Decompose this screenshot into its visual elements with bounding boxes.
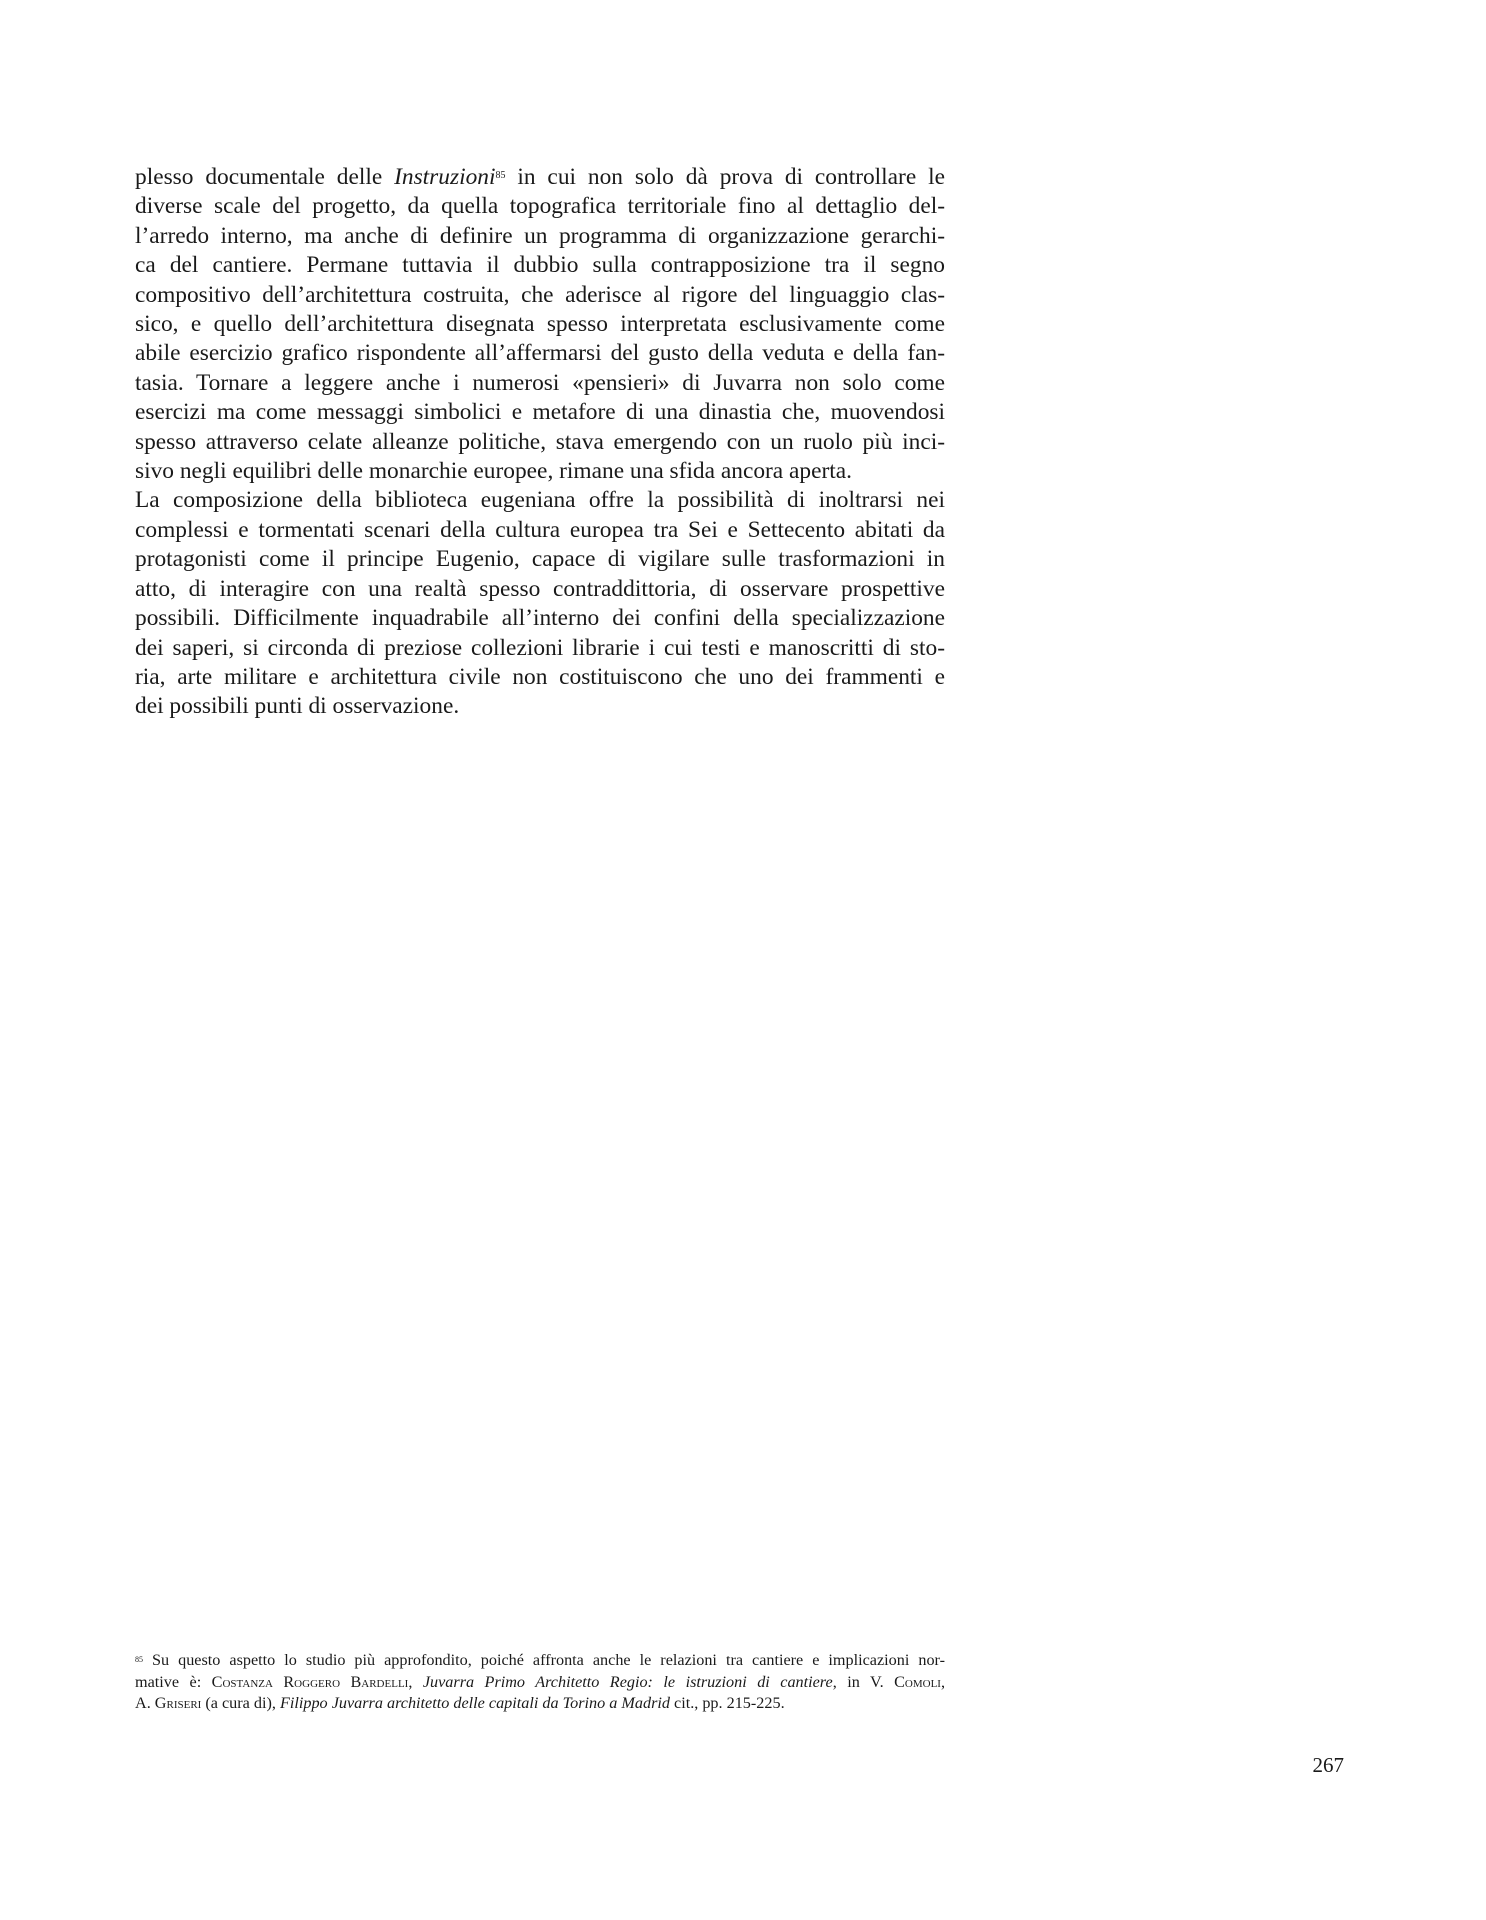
text-line: dei possibili punti di osservazione. [135, 693, 460, 720]
text-line: tasia. Tornare a leggere anche i numerosi «pensieri» di Juvarra non solo come [135, 369, 945, 396]
text-line: l’arredo interno, ma anche di definire un programma di organizzazione gerarchi- [135, 222, 945, 249]
page-number: 267 [1312, 1753, 1344, 1777]
footnote-text: cit., pp. 215-225. [669, 1694, 785, 1713]
text-line: protagonisti come il principe Eugenio, capace di vigilare sulle trasformazioni in [135, 546, 945, 573]
footnote [135, 1650, 945, 1715]
text-fragment: plesso documentale delle [135, 164, 395, 190]
footnote-author: Comoli [894, 1672, 941, 1691]
footnote-text: mative è: [135, 1672, 212, 1691]
text-line: esercizi ma come messaggi simbolici e metafore di una dinastia che, muovendosi [135, 399, 945, 426]
text-line: sico, e quello dell’architettura disegnata spesso interpretata esclusivamente come [135, 311, 945, 338]
footnote-number: 85 [135, 1655, 143, 1664]
text-line: compositivo dell’architettura costruita, che aderisce al rigore del linguaggio clas- [135, 281, 945, 308]
text-line: possibili. Difficilmente inquadrabile all’interno dei confini della specializzazione [135, 605, 945, 632]
text-line [135, 163, 945, 192]
text-line: ria, arte militare e architettura civile non costituiscono che uno dei frammenti e [135, 663, 945, 690]
footnote-text: A. [135, 1694, 155, 1713]
footnote-text: , in V. [832, 1672, 895, 1691]
text-line: diverse scale del progetto, da quella topografica territoriale fino al dettaglio del- [135, 193, 945, 220]
text-line: La composizione della biblioteca eugeniana offre la possibilità di inoltrarsi nei [135, 487, 945, 514]
footnote-line [135, 1650, 945, 1672]
footnote-text: Su questo aspetto lo studio più approfondito, poiché affronta anche le relazioni tra cantiere e implicazioni nor- [143, 1651, 945, 1669]
footnote-author: Costanza Roggero Bardelli [211, 1672, 409, 1691]
footnote-reference[interactable]: 85 [495, 170, 506, 181]
text-line: sivo negli equilibri delle monarchie europee, rimane una sfida ancora aperta. [135, 458, 853, 485]
footnote-title: Filippo Juvarra architetto delle capitali da Torino a Madrid [279, 1694, 670, 1713]
text-line: ca del cantiere. Permane tuttavia il dubbio sulla contrapposizione tra il segno [135, 252, 945, 279]
text-fragment: in cui non solo dà prova di controllare le [505, 164, 945, 190]
footnote-text: (a cura di), [201, 1694, 280, 1713]
footnote-line [135, 1693, 945, 1715]
text-line: complessi e tormentati scenari della cultura europea tra Sei e Settecento abitati da [135, 516, 945, 543]
footnote-line [135, 1672, 945, 1694]
text-line: abile esercizio grafico rispondente all’affermarsi del gusto della veduta e della fan- [135, 340, 945, 367]
footnote-text: , [940, 1672, 946, 1691]
text-line: dei saperi, si circonda di preziose collezioni librarie i cui testi e manoscritti di sto- [135, 634, 945, 661]
footnote-author: Griseri [154, 1694, 202, 1713]
body-text [135, 163, 945, 722]
footnote-title: Juvarra Primo Architetto Regio: le istruzioni di cantiere [422, 1672, 833, 1691]
text-line: atto, di interagire con una realtà spesso contraddittoria, di osservare prospettive [135, 575, 945, 602]
italic-title: Instruzioni [394, 164, 496, 190]
footnote-text: , [408, 1672, 423, 1691]
text-line: spesso attraverso celate alleanze politiche, stava emergendo con un ruolo più inci- [135, 428, 945, 455]
